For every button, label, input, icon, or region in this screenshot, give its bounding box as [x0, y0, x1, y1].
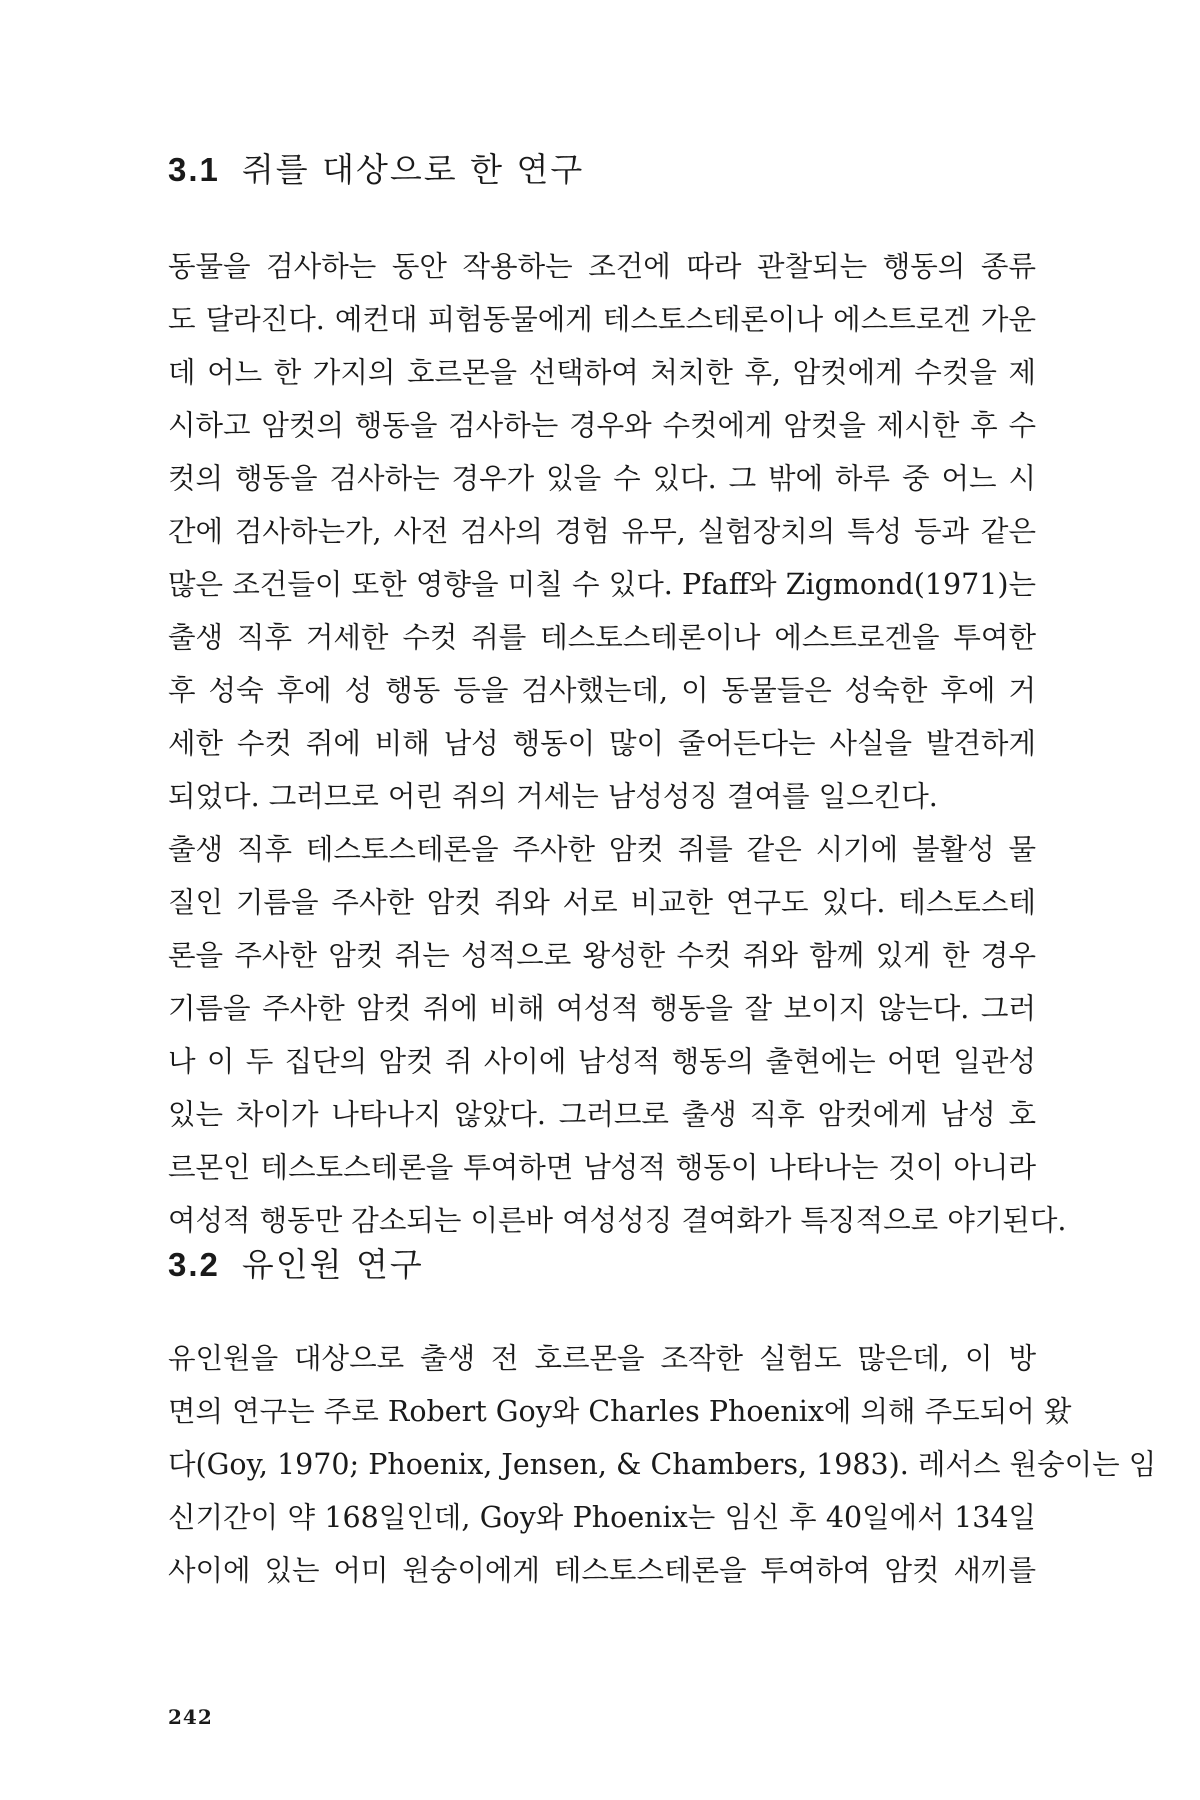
text-line: 많은 조건들이 또한 영향을 미칠 수 있다. Pfaff와 Zigmond(1971)는: [168, 568, 1036, 601]
text-line: 되었다. 그러므로 어린 쥐의 거세는 남성성징 결여를 일으킨다.: [168, 780, 938, 813]
text-line: 르몬인 테스토스테론을 투여하면 남성적 행동이 나타나는 것이 아니라: [168, 1151, 1036, 1184]
text-line: 동물을 검사하는 동안 작용하는 조건에 따라 관찰되는 행동의 종류: [168, 250, 1036, 283]
text-line: 출생 직후 테스토스테론을 주사한 암컷 쥐를 같은 시기에 불활성 물: [168, 833, 1036, 866]
text-line: 기름을 주사한 암컷 쥐에 비해 여성적 행동을 잘 보이지 않는다. 그러: [168, 992, 1036, 1025]
text-line: 면의 연구는 주로 Robert Goy와 Charles Phoenix에 의해 주도되어 왔: [168, 1395, 1072, 1428]
body-text-section-3-1: [168, 240, 1067, 1247]
text-line: 데 어느 한 가지의 호르몬을 선택하여 처치한 후, 암컷에게 수컷을 제: [168, 356, 1036, 389]
text-line: 세한 수컷 쥐에 비해 남성 행동이 많이 줄어든다는 사실을 발견하게: [168, 727, 1036, 760]
section-number: 3.1: [168, 151, 220, 188]
text-line: 나 이 두 집단의 암컷 쥐 사이에 남성적 행동의 출현에는 어떤 일관성: [168, 1045, 1036, 1078]
section-heading-3-1: [168, 150, 584, 190]
text-line: 질인 기름을 주사한 암컷 쥐와 서로 비교한 연구도 있다. 테스토스테: [168, 886, 1036, 919]
text-line: 있는 차이가 나타나지 않았다. 그러므로 출생 직후 암컷에게 남성 호: [168, 1098, 1036, 1131]
text-line: 후 성숙 후에 성 행동 등을 검사했는데, 이 동물들은 성숙한 후에 거: [168, 674, 1036, 707]
text-line: 다(Goy, 1970; Phoenix, Jensen, & Chambers, 1983). 레서스 원숭이는 임: [168, 1448, 1157, 1481]
section-number: 3.2: [168, 1246, 220, 1283]
text-line: 도 달라진다. 예컨대 피험동물에게 테스토스테론이나 에스트로겐 가운: [168, 303, 1036, 336]
text-line: 사이에 있는 어미 원숭이에게 테스토스테론을 투여하여 암컷 새끼를: [168, 1554, 1036, 1587]
text-line: 시하고 암컷의 행동을 검사하는 경우와 수컷에게 암컷을 제시한 후 수: [168, 409, 1036, 442]
text-line: 여성적 행동만 감소되는 이른바 여성성징 결여화가 특징적으로 야기된다.: [168, 1204, 1067, 1237]
text-line: 컷의 행동을 검사하는 경우가 있을 수 있다. 그 밖에 하루 중 어느 시: [168, 462, 1036, 495]
text-line: 신기간이 약 168일인데, Goy와 Phoenix는 임신 후 40일에서 134일: [168, 1501, 1036, 1534]
section-title: 유인원 연구: [241, 1245, 424, 1284]
text-line: 출생 직후 거세한 수컷 쥐를 테스토스테론이나 에스트로겐을 투여한: [168, 621, 1036, 654]
text-line: 론을 주사한 암컷 쥐는 성적으로 왕성한 수컷 쥐와 함께 있게 한 경우: [168, 939, 1036, 972]
section-heading-3-2: [168, 1245, 424, 1285]
page-number: 242: [168, 1705, 213, 1729]
text-line: 유인원을 대상으로 출생 전 호르몬을 조작한 실험도 많은데, 이 방: [168, 1342, 1036, 1375]
text-line: 간에 검사하는가, 사전 검사의 경험 유무, 실험장치의 특성 등과 같은: [168, 515, 1036, 548]
body-text-section-3-2: [168, 1332, 1157, 1597]
section-title: 쥐를 대상으로 한 연구: [241, 150, 585, 189]
